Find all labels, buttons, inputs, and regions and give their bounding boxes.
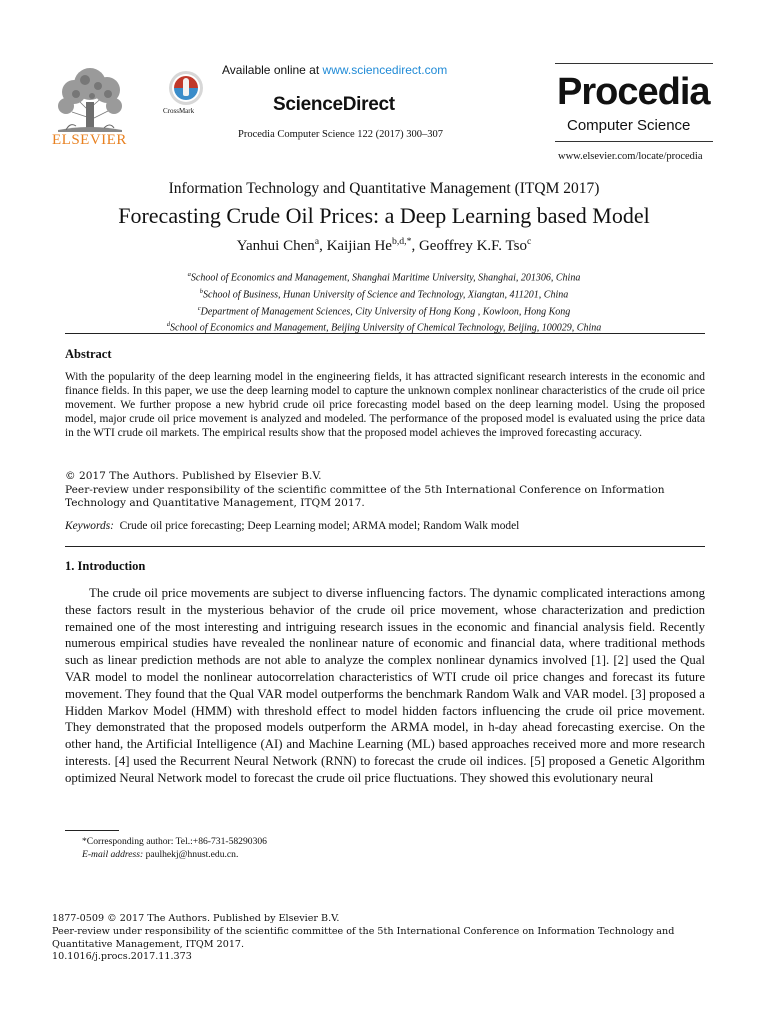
author-superscript: a [314,236,320,247]
keywords-label: Keywords: [65,520,114,532]
author-name: Geoffrey K.F. Tso [418,238,527,254]
footnote-rule [65,830,119,831]
footer-peer-review: Peer-review under responsibility of the scientific committee of the 5th International Conference on Information Technology and Quantitative Management, ITQM 2017. [52,925,675,950]
doi-line[interactable]: 10.1016/j.procs.2017.11.373 [52,951,192,963]
procedia-subtitle: Computer Science [567,117,691,134]
author-list [0,236,768,255]
introduction-body: The crude oil price movements are subject to diverse influencing factors. The dynamic complicated interactions among these factors result in the mysterious behavior of the crude oil price movement, whose characterization and prediction remained one of the most interesting and intriguing research issues in the economic and financial analysis field. Recently numerous empirical studies have revealed the nonlinear nature of economic and financial data, where traditional methods such as linear prediction methods are not able to analyze the complex nonlinear dynamics involved [1]. [2] used the Qual VAR model to model the nonlinear autocorrelation characteristics of WTI crude oil price changes and forecast its future movement. They found that the Qual VAR model outperforms the benchmark Random Walk and VAR model. [3] proposed a Hidden Markov Model (HMM) with threshold effect to model hidden factors influencing the crude oil price movement. They demonstrated that the proposed models outperform the ARMA model, in h-day ahead forecasting exercise. On the other hand, the Artificial Intelligence (AI) and Machine Learning (ML) based approaches received more and more research interests. [4] used the Recurrent Neural Network (RNN) to forecast the crude oil indices. [5] proposed a Genetic Algorithm optimized Neural Network model to forecast the crude oil price fluctuations. They showed this evolutionary neural [65,586,705,785]
keywords-line [65,520,519,532]
section-divider [65,546,705,547]
affiliation-superscript: a [187,271,191,278]
affiliation-list [0,268,768,335]
author-separator: , [319,238,327,254]
available-prefix: Available online at [222,63,323,77]
conference-name: Information Technology and Quantitative Management (ITQM 2017) [168,180,600,197]
crossmark-label: CrossMark [163,107,195,115]
available-online-line [222,63,447,77]
sciencedirect-title: ScienceDirect [273,94,395,115]
author-name: Yanhui Chen [236,238,315,254]
abstract-body: With the popularity of the deep learning model in the engineering fields, it has attracted significant research interests in the economic and finance fields. In this paper, we use the deep learning model to capture the unknown complex nonlinear characteristics of the crude oil price movement. We further propose a new hybrid crude oil price forecasting model based on the deep learning model. Using the proposed model, major crude oil price movement is analyzed and modeled. The performance of the proposed model is evaluated using the price data in the WTI crude oil markets. The empirical results show that the proposed model achieves the improved forecasting accuracy. [65,371,705,439]
procedia-top-rule [555,63,713,64]
footnote [82,835,267,861]
affiliation-text: School of Business, Hunan University of Science and Technology, Xiangtan, 411201, China [203,289,569,301]
email-line [82,848,267,861]
affiliation-superscript: b [199,287,203,295]
abstract-heading: Abstract [65,347,112,361]
journal-reference: Procedia Computer Science 122 (2017) 300–307 [238,129,443,140]
email-address[interactable]: paulhekj@hnust.edu.cn. [145,849,239,860]
affiliation [0,268,768,285]
email-label: E-mail address: [82,849,144,860]
section-divider [65,333,705,334]
author-superscript: b,d,* [391,236,412,247]
peer-review-line: Peer-review under responsibility of the scientific committee of the 5th International Conference on Information Technology and Quantitative Management, ITQM 2017. [65,483,665,509]
journal-url[interactable]: www.elsevier.com/locate/procedia [558,151,703,162]
affiliation-superscript: d [166,321,170,329]
copyright-line: © 2017 The Authors. Published by Elsevier B.V. [65,470,322,482]
sciencedirect-link[interactable]: www.sciencedirect.com [322,63,448,77]
keywords-value: Crude oil price forecasting; Deep Learning model; ARMA model; Random Walk model [119,520,520,532]
affiliation [0,285,768,302]
affiliation-text: School of Economics and Management, Beijing University of Chemical Technology, Beijing, 100029, China [170,322,602,334]
page-footer [52,913,712,964]
author-superscript: c [527,236,532,247]
corresponding-author: *Corresponding author: Tel.:+86-731-58290306 [82,836,267,847]
crossmark-icon[interactable] [168,70,204,106]
procedia-bottom-rule [555,141,713,142]
issn-line: 1877-0509 © 2017 The Authors. Published by Elsevier B.V. [52,913,340,924]
affiliation-text: Department of Management Sciences, City University of Hong Kong , Kowloon, Hong Kong [200,305,571,317]
affiliation-superscript: c [197,304,201,312]
affiliation [0,302,768,319]
elsevier-wordmark: ELSEVIER [52,132,127,148]
author-separator: , [411,238,419,254]
paper-title: Forecasting Crude Oil Prices: a Deep Learning based Model [118,203,650,228]
affiliation-text: School of Economics and Management, Shanghai Maritime University, Shanghai, 201306, China [190,272,581,284]
procedia-wordmark: Procedia [557,71,710,113]
copyright-notice [65,470,710,511]
author-name: Kaijian He [326,238,392,254]
introduction-heading: 1. Introduction [65,559,146,573]
